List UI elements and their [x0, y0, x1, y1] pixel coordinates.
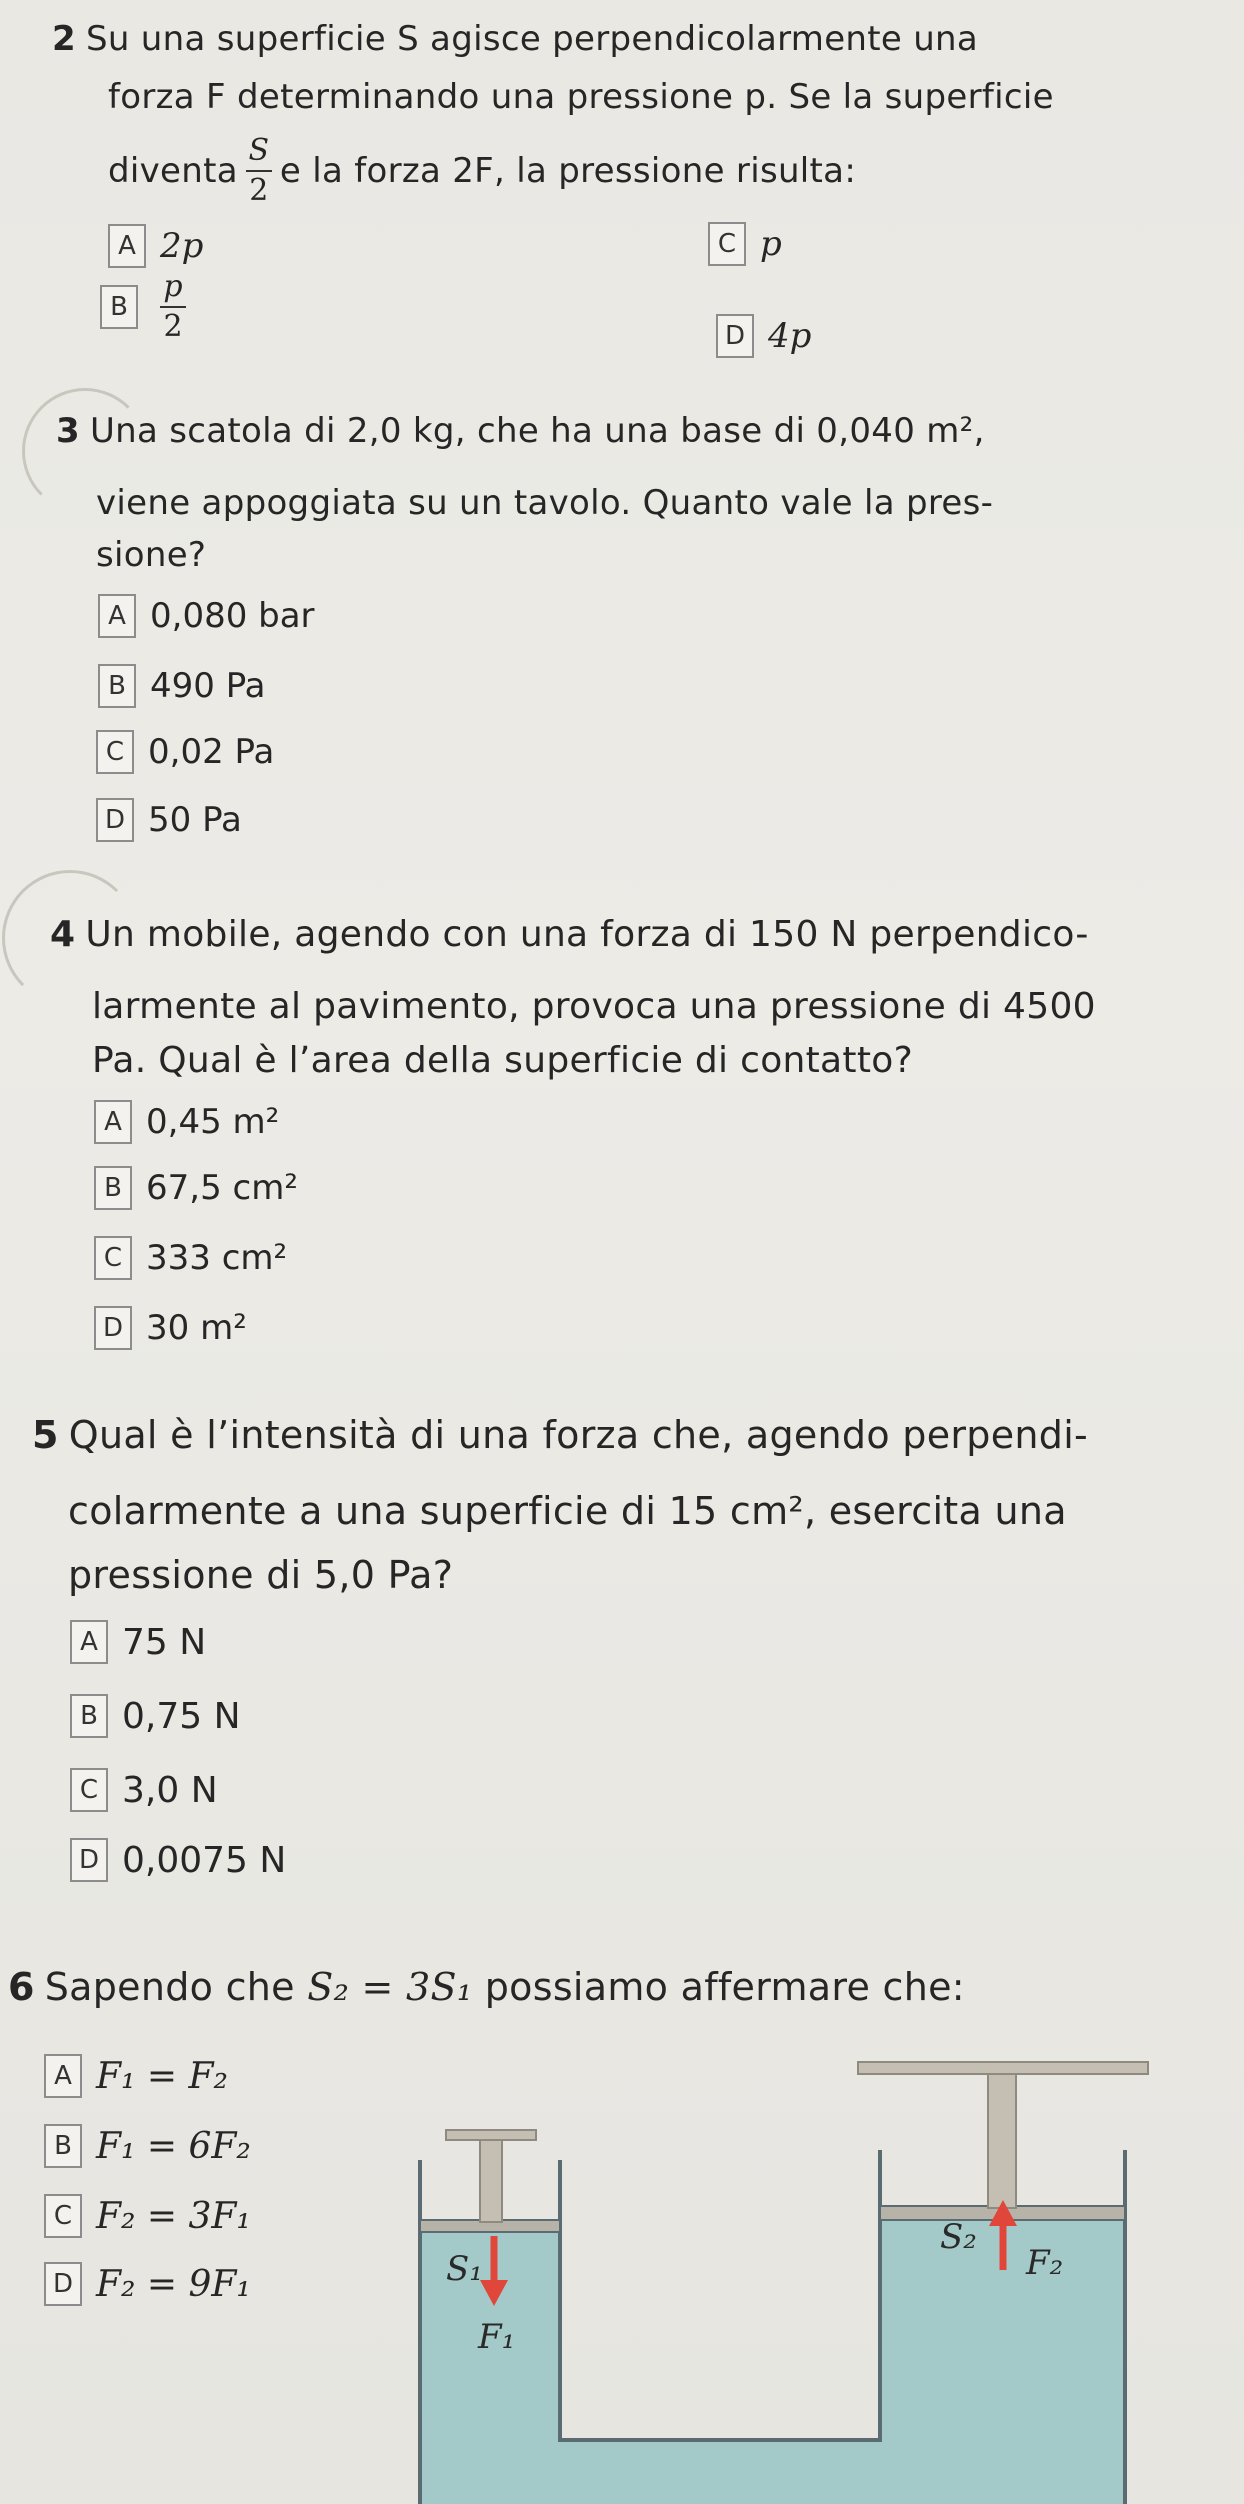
option-d[interactable] [70, 1838, 286, 1882]
option-c[interactable] [708, 222, 782, 266]
option-letter: D [70, 1838, 108, 1882]
option-text: 0,75 N [122, 1695, 241, 1737]
option-text: F₁ = 6F₂ [96, 2125, 251, 2167]
question-5-line-2: colarmente a una superficie di 15 cm², esercita una [68, 1489, 1067, 1533]
option-letter: C [70, 1768, 108, 1812]
option-letter: A [70, 1620, 108, 1664]
option-letter: C [708, 222, 746, 266]
question-2-line-3: diventa $\frac{S}{2}$ e la forza 2F, la pressione risulta: [108, 133, 857, 208]
option-text: F₂ = 3F₁ [96, 2195, 251, 2237]
option-text: 67,5 cm² [146, 1168, 298, 1208]
question-2-line-1: 2 Su una superficie S agisce perpendicolarmente una [52, 19, 979, 59]
option-letter: B [70, 1694, 108, 1738]
option-letter: D [44, 2262, 82, 2306]
question-6-line-1: 6 Sapendo che S₂ = 3S₁ possiamo affermare che: [8, 1956, 965, 2018]
option-text: 4p [768, 316, 812, 356]
f2-label: F₂ [1026, 2243, 1064, 2283]
option-letter: A [44, 2054, 82, 2098]
option-c[interactable] [96, 730, 274, 774]
question-3-line-3: sione? [96, 535, 207, 575]
question-4-line-1: 4 Un mobile, agendo con una forza di 150 N perpendico- [50, 914, 1089, 955]
option-letter: B [94, 1166, 132, 1210]
option-text: 50 Pa [148, 800, 242, 840]
question-3-line-2: viene appoggiata su un tavolo. Quanto vale la pres- [96, 483, 994, 523]
option-text: 490 Pa [150, 666, 266, 706]
option-d[interactable] [96, 798, 242, 842]
small-piston-rod [480, 2136, 502, 2222]
option-c[interactable] [70, 1768, 218, 1812]
option-text: p [760, 224, 782, 264]
hydraulic-press-diagram [380, 2040, 1180, 2504]
option-text: 333 cm² [146, 1238, 288, 1278]
question-4-line-2: larmente al pavimento, provoca una pressione di 4500 [92, 986, 1096, 1027]
option-text: 0,02 Pa [148, 732, 275, 772]
option-fraction: $\frac{p}{2}$ [160, 272, 186, 342]
option-letter: C [44, 2194, 82, 2238]
option-c[interactable] [94, 1236, 287, 1280]
option-text: 30 m² [146, 1308, 247, 1348]
option-text: 0,080 bar [150, 596, 315, 636]
option-a[interactable] [44, 2054, 228, 2098]
option-letter: A [98, 594, 136, 638]
option-letter: D [96, 798, 134, 842]
option-letter: B [44, 2124, 82, 2168]
option-letter: C [96, 730, 134, 774]
question-number: 2 [52, 19, 76, 59]
small-piston-top [446, 2130, 536, 2140]
option-c[interactable] [44, 2194, 251, 2238]
s2-label: S₂ [940, 2217, 977, 2257]
option-letter: B [98, 664, 136, 708]
question-3-line-1: 3 Una scatola di 2,0 kg, che ha una base di 0,040 m², [56, 411, 985, 451]
large-piston-top [858, 2062, 1148, 2074]
option-letter: C [94, 1236, 132, 1280]
large-piston-rod [988, 2070, 1016, 2208]
s1-label: S₁ [446, 2249, 483, 2289]
option-text: 0,0075 N [122, 1839, 287, 1881]
question-2-line-2: forza F determinando una pressione p. Se la superficie [108, 77, 1054, 117]
question-5-line-1: 5 Qual è l’intensità di una forza che, agendo perpendi- [32, 1413, 1089, 1457]
option-text: 3,0 N [122, 1769, 218, 1811]
option-a[interactable] [94, 1100, 279, 1144]
option-b[interactable] [70, 1694, 241, 1738]
option-text: 0,45 m² [146, 1102, 280, 1142]
option-letter: A [94, 1100, 132, 1144]
equation: S₂ = 3S₁ [307, 1965, 473, 2009]
option-letter: A [108, 224, 146, 268]
option-letter: D [716, 314, 754, 358]
option-a[interactable] [70, 1620, 206, 1664]
option-text: 75 N [122, 1621, 207, 1663]
option-b[interactable] [98, 664, 266, 708]
option-b[interactable] [44, 2124, 251, 2168]
option-d[interactable] [44, 2262, 251, 2306]
f1-label: F₁ [478, 2317, 516, 2357]
option-text: F₂ = 9F₁ [96, 2263, 251, 2305]
option-text: 2p [160, 226, 204, 266]
option-letter: B [100, 285, 138, 329]
option-b[interactable] [100, 269, 194, 344]
fluid [420, 2216, 1125, 2504]
option-b[interactable] [94, 1166, 298, 1210]
option-letter: D [94, 1306, 132, 1350]
option-d[interactable] [716, 314, 811, 358]
fraction-s-over-2: $\frac{S}{2}$ [246, 136, 272, 206]
question-5-line-3: pressione di 5,0 Pa? [68, 1553, 454, 1597]
option-a[interactable] [108, 224, 203, 268]
question-4-line-3: Pa. Qual è l’area della superficie di contatto? [92, 1040, 913, 1081]
option-text: F₁ = F₂ [96, 2055, 228, 2097]
option-a[interactable] [98, 594, 315, 638]
option-d[interactable] [94, 1306, 247, 1350]
